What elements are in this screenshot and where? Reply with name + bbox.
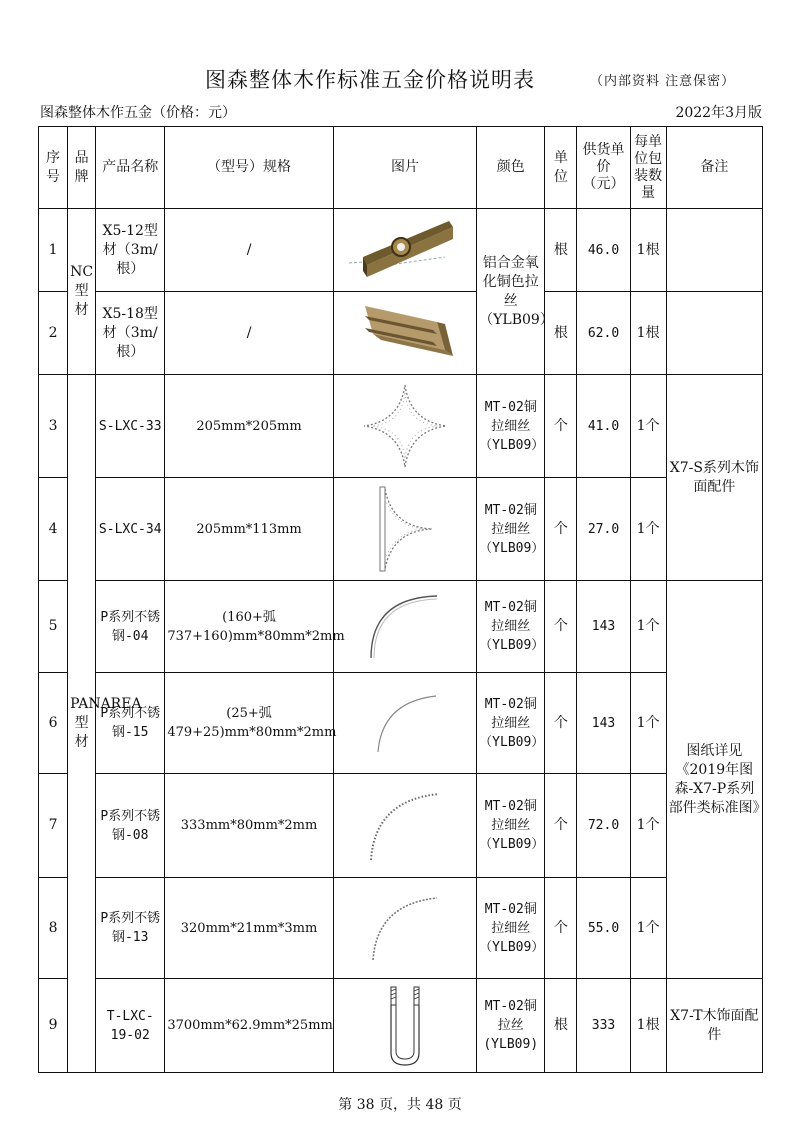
price: 41.0 (577, 375, 630, 478)
profile-18-icon (333, 292, 476, 375)
spec: 320mm*21mm*3mm (165, 878, 333, 979)
unit: 个 (545, 673, 577, 774)
price: 333 (577, 979, 630, 1073)
pack-qty: 1个 (630, 878, 666, 979)
price-caption: 图森整体木作五金（价格：元） (40, 105, 236, 121)
page-title: 图森整体木作标准五金价格说明表 (205, 68, 535, 92)
row-number: 5 (39, 581, 68, 673)
color-cell: MT-02铜拉细丝（YLB09） (477, 581, 545, 673)
unit: 根 (545, 979, 577, 1073)
row-number: 6 (39, 673, 68, 774)
row-number: 7 (39, 774, 68, 878)
price: 62.0 (577, 292, 630, 375)
half-bracket-icon (333, 478, 476, 581)
remark (666, 292, 762, 375)
profile-12-icon (333, 209, 476, 292)
spec: 3700mm*62.9mm*25mm (165, 979, 333, 1073)
col-header: 单位 (545, 127, 577, 209)
color-cell: MT-02铜拉丝(YLB09) (477, 979, 545, 1073)
remark: X7-T木饰面配件 (666, 979, 762, 1073)
pack-qty: 1根 (630, 979, 666, 1073)
arc-thin-icon (333, 673, 476, 774)
price: 72.0 (577, 774, 630, 878)
col-header: 每单位包装数量 (630, 127, 666, 209)
color-cell: MT-02铜拉细丝（YLB09） (477, 673, 545, 774)
col-header: 序号 (39, 127, 68, 209)
spec: 205mm*113mm (165, 478, 333, 581)
table-row (39, 774, 763, 878)
spec: / (165, 292, 333, 375)
row-number: 4 (39, 478, 68, 581)
remark: X7-S系列木饰面配件 (666, 375, 762, 581)
table-row (39, 292, 763, 375)
spec: 205mm*205mm (165, 375, 333, 478)
table-row (39, 209, 763, 292)
page-footer: 第 38 页，共 48 页 (338, 1097, 462, 1113)
col-header: 图片 (333, 127, 476, 209)
arc-strip-icon (333, 581, 476, 673)
pack-qty: 1根 (630, 209, 666, 292)
price: 46.0 (577, 209, 630, 292)
price: 143 (577, 673, 630, 774)
price: 143 (577, 581, 630, 673)
star-bracket-icon (333, 375, 476, 478)
col-header: 供货单价（元） (577, 127, 630, 209)
price: 27.0 (577, 478, 630, 581)
arc-dotted-icon (333, 774, 476, 878)
pack-qty: 1个 (630, 581, 666, 673)
spec: 333mm*80mm*2mm (165, 774, 333, 878)
arc-small-icon (333, 878, 476, 979)
color-cell: MT-02铜拉细丝（YLB09） (477, 375, 545, 478)
row-number: 8 (39, 878, 68, 979)
color-cell: MT-02铜拉细丝（YLB09） (477, 878, 545, 979)
unit: 个 (545, 774, 577, 878)
col-header: （型号）规格 (165, 127, 333, 209)
price: 55.0 (577, 878, 630, 979)
u-profile-icon (333, 979, 476, 1073)
table-row (39, 478, 763, 581)
color-cell: MT-02铜拉细丝（YLB09） (477, 478, 545, 581)
table-row (39, 375, 763, 478)
row-number: 2 (39, 292, 68, 375)
header-row (39, 127, 763, 209)
remark: 图纸详见《2019年图森-X7-P系列部件类标准图》 (666, 581, 762, 979)
spec: (160+弧737+160)mm*80mm*2mm (165, 581, 333, 673)
unit: 个 (545, 478, 577, 581)
color-cell: 铝合金氧化铜色拉丝（YLB09） (477, 209, 545, 375)
unit: 个 (545, 581, 577, 673)
col-header: 产品名称 (96, 127, 165, 209)
table-row (39, 979, 763, 1073)
table-row (39, 581, 763, 673)
table-row (39, 673, 763, 774)
row-number: 1 (39, 209, 68, 292)
pack-qty: 1个 (630, 375, 666, 478)
confidential-note: （内部资料 注意保密） (590, 74, 736, 89)
unit: 根 (545, 292, 577, 375)
col-header: 颜色 (477, 127, 545, 209)
brand-cell: PANAREA型材 (68, 375, 96, 1073)
row-number: 9 (39, 979, 68, 1073)
product-name: S-LXC-34 (96, 478, 165, 581)
product-name: P系列不锈钢-04 (96, 581, 165, 673)
product-name: P系列不锈钢-08 (96, 774, 165, 878)
col-header: 备注 (666, 127, 762, 209)
spec: / (165, 209, 333, 292)
pack-qty: 1个 (630, 673, 666, 774)
spec: (25+弧479+25)mm*80mm*2mm (165, 673, 333, 774)
product-name: P系列不锈钢-15 (96, 673, 165, 774)
table-row (39, 878, 763, 979)
col-header: 品牌 (68, 127, 96, 209)
row-number: 3 (39, 375, 68, 478)
remark (666, 209, 762, 292)
product-name: T-LXC-19-02 (96, 979, 165, 1073)
unit: 个 (545, 878, 577, 979)
pack-qty: 1个 (630, 478, 666, 581)
product-name: P系列不锈钢-13 (96, 878, 165, 979)
pack-qty: 1根 (630, 292, 666, 375)
unit: 根 (545, 209, 577, 292)
product-name: X5-12型材（3m/根） (96, 209, 165, 292)
brand-cell: NC型材 (68, 209, 96, 375)
product-name: X5-18型材（3m/根） (96, 292, 165, 375)
edition-label: 2022年3月版 (675, 105, 762, 121)
color-cell: MT-02铜拉细丝（YLB09） (477, 774, 545, 878)
product-name: S-LXC-33 (96, 375, 165, 478)
pack-qty: 1个 (630, 774, 666, 878)
price-table (38, 126, 767, 1073)
unit: 个 (545, 375, 577, 478)
